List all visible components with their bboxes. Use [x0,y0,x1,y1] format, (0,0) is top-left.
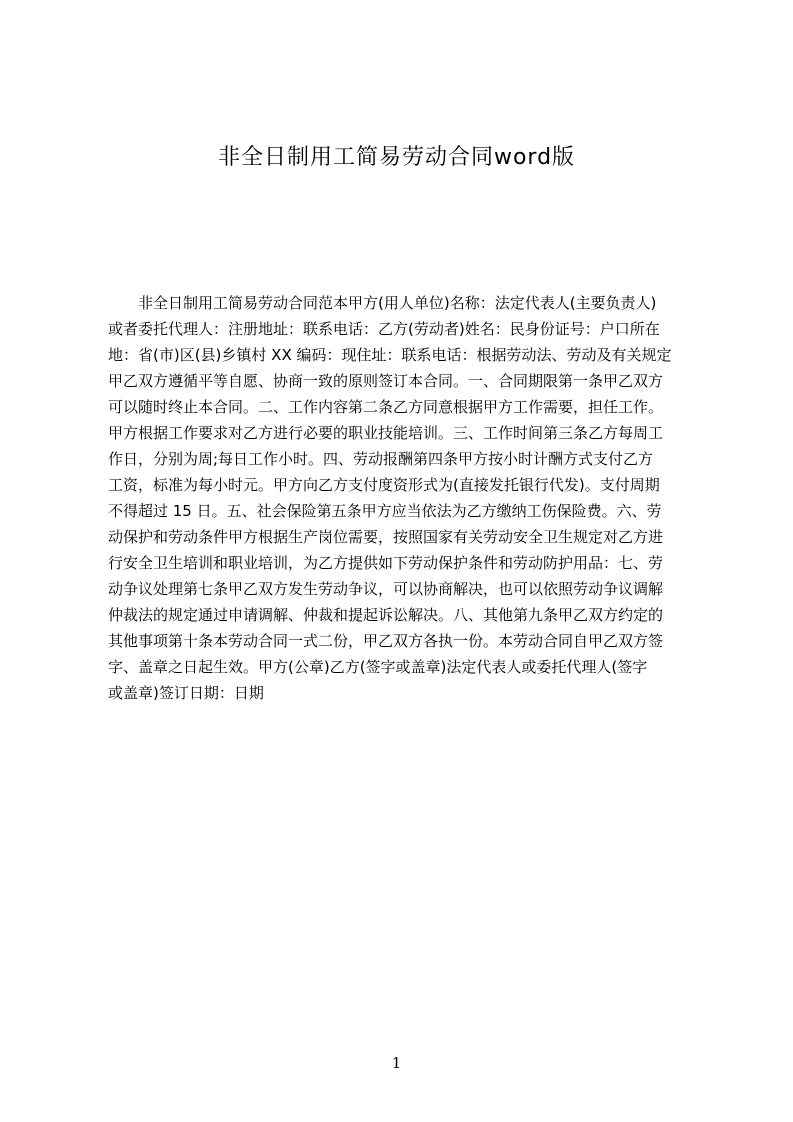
document-title: 非全日制用工简易劳动合同word版 [217,145,576,170]
body-line-7: 作日，分别为周;每日工作小时。四、劳动报酬第四条甲方按小时计酬方式支付乙方 [108,450,654,468]
body-line-1: 非全日制用工简易劳动合同范本甲方(用人单位)名称：法定代表人(主要负责人) [138,294,657,312]
body-line-4: 甲乙双方遵循平等自愿、协商一致的原则签订本合同。一、合同期限第一条甲乙双方 [108,372,664,390]
body-line-6: 甲方根据工作要求对乙方进行必要的职业技能培训。三、工作时间第三条乙方每周工 [108,424,664,442]
body-line-14: 其他事项第十条本劳动合同一式二份，甲乙双方各执一份。本劳动合同自甲乙双方签 [108,632,664,650]
body-line-2: 或者委托代理人：注册地址：联系电话：乙方(劳动者)姓名：民身份证号：户口所在 [108,320,660,338]
body-line-11: 行安全卫生培训和职业培训，为乙方提供如下劳动保护条件和劳动防护用品：七、劳 [108,554,664,572]
body-line-5: 可以随时终止本合同。二、工作内容第二条乙方同意根据甲方工作需要，担任工作。 [108,398,664,416]
body-line-16: 或盖章)签订日期：日期 [108,684,264,702]
body-line-8: 工资，标准为每小时元。甲方向乙方支付度资形式为(直接发托银行代发)。支付周期 [108,476,660,494]
body-line-9: 不得超过 15 日。五、社会保险第五条甲方应当依法为乙方缴纳工伤保险费。六、劳 [108,502,662,520]
body-line-13: 仲裁法的规定通过申请调解、仲裁和提起诉讼解决。八、其他第九条甲乙双方约定的 [108,606,664,624]
body-line-10: 动保护和劳动条件甲方根据生产岗位需要，按照国家有关劳动安全卫生规定对乙方进 [108,528,664,546]
body-line-3: 地：省(市)区(县)乡镇村 XX 编码：现住址：联系电话：根据劳动法、劳动及有关规定 [108,346,672,364]
page-number: 1 [391,1054,402,1072]
contract-body [108,290,698,720]
body-line-15: 字、盖章之日起生效。甲方(公章)乙方(签字或盖章)法定代表人或委托代理人(签字 [108,658,648,676]
body-line-12: 动争议处理第七条甲乙双方发生劳动争议，可以协商解决，也可以依照劳动争议调解 [108,580,664,598]
